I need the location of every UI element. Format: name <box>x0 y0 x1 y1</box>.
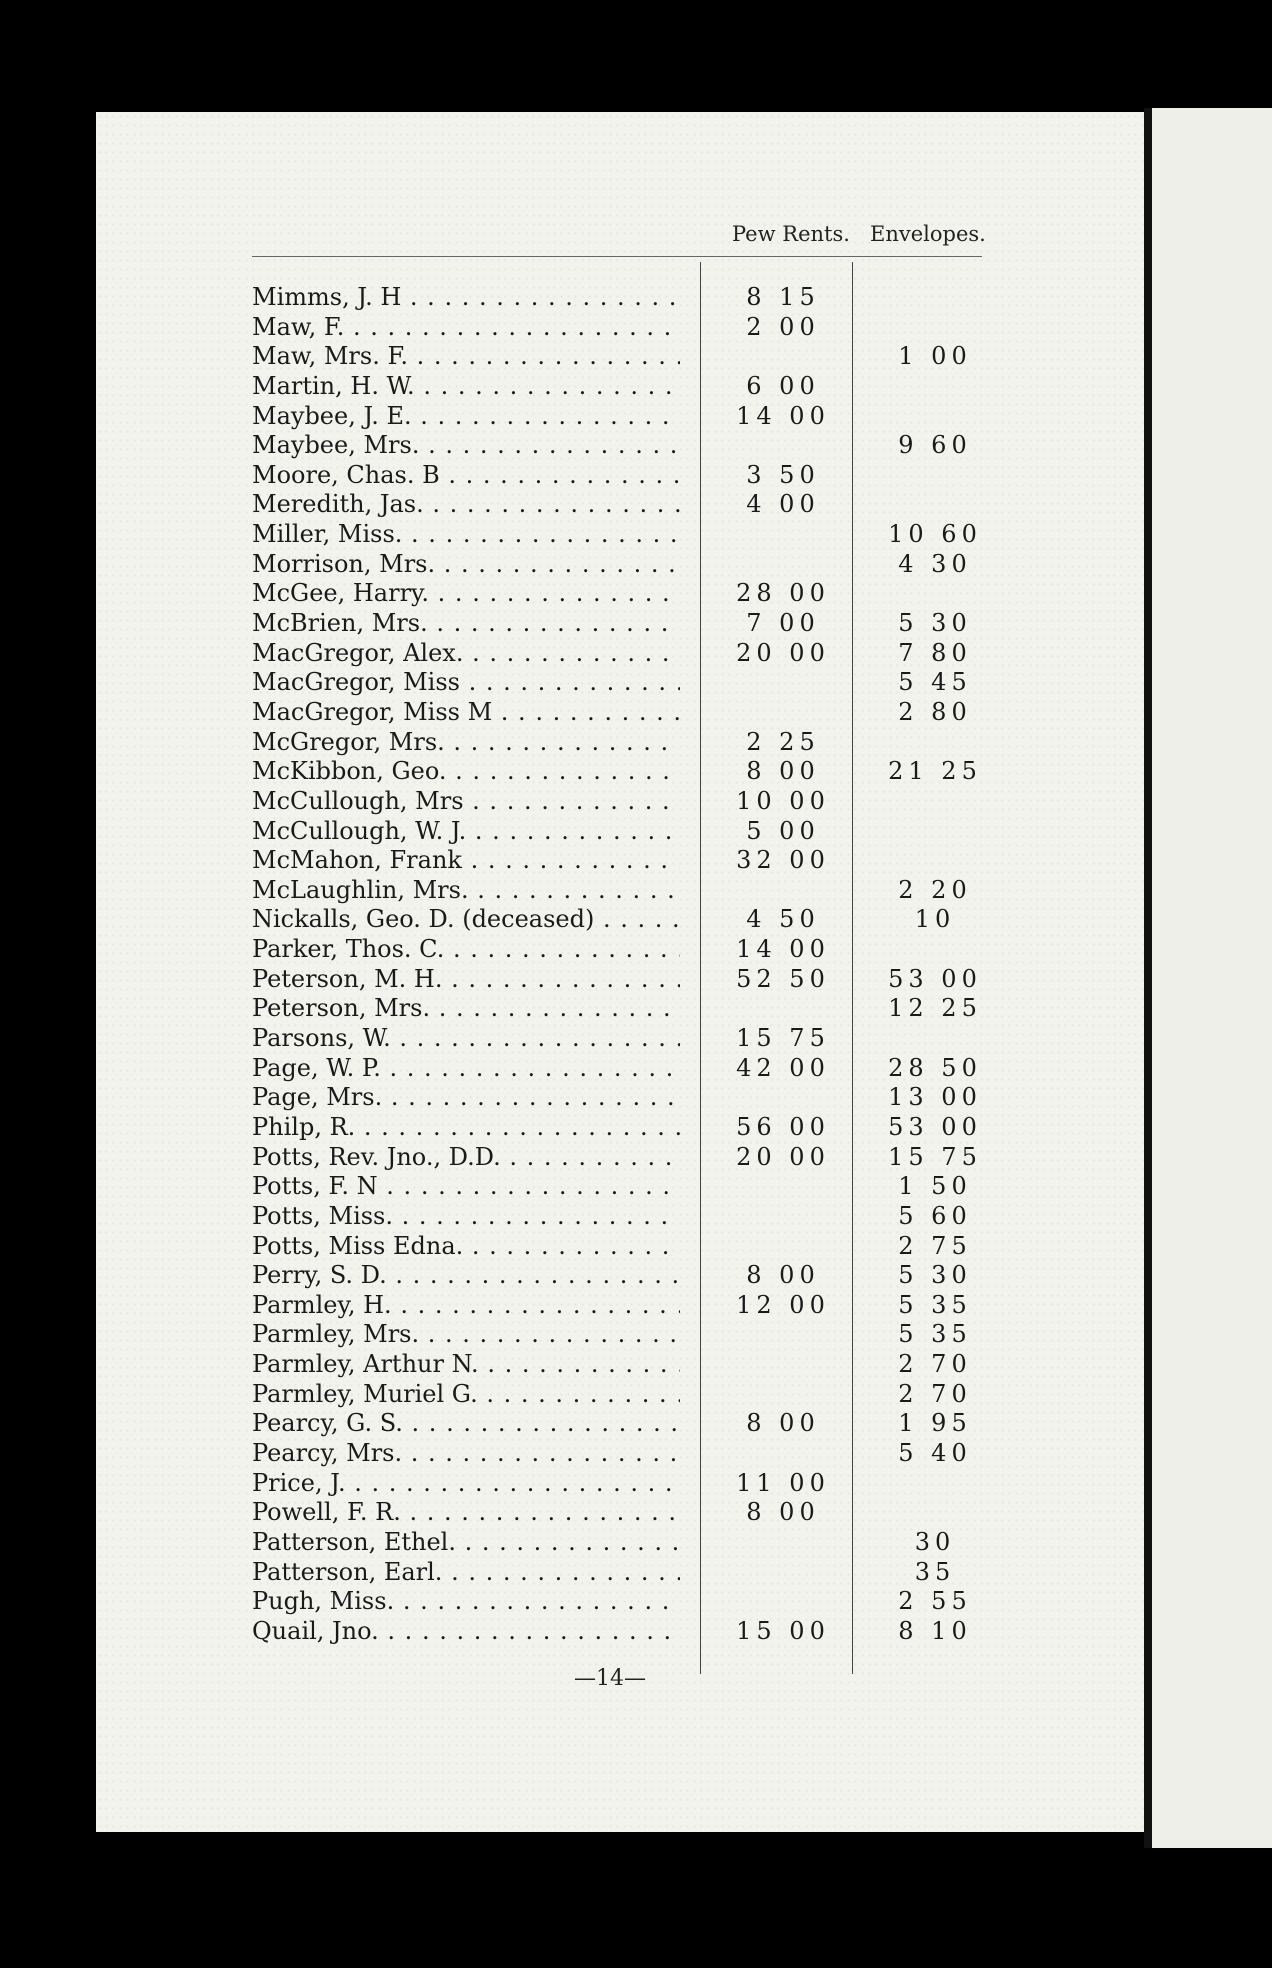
subscriber-list <box>0 283 1272 1646</box>
table-row <box>0 1469 1272 1499</box>
envelope-amount: 5 30 <box>898 1261 972 1290</box>
subscriber-name: McGregor, Mrs. . . . <box>252 728 680 758</box>
table-row <box>0 668 1272 698</box>
subscriber-name: MacGregor, Miss . . . <box>252 668 680 698</box>
subscriber-name: Patterson, Earl. . . . <box>252 1558 680 1588</box>
envelope-amount: 9 60 <box>898 431 972 460</box>
envelope-amount: 4 30 <box>898 549 972 578</box>
table-row <box>0 431 1272 461</box>
subscriber-name: McCullough, Mrs . . . <box>252 787 680 817</box>
pew-rent-amount: 42 00 <box>736 1053 830 1082</box>
table-row <box>0 1409 1272 1439</box>
column-headers <box>0 222 1272 252</box>
envelope-amount: 7 80 <box>898 638 972 667</box>
table-row <box>0 1143 1272 1173</box>
subscriber-name: Parker, Thos. C. . . . <box>252 935 680 965</box>
subscriber-name: MacGregor, Alex. . . . <box>252 639 680 669</box>
envelope-amount: 12 25 <box>888 994 982 1023</box>
pew-rent-amount: 4 50 <box>746 905 820 934</box>
pew-rent-amount: 20 00 <box>736 1142 830 1171</box>
table-row <box>0 490 1272 520</box>
envelope-amount: 2 55 <box>898 1587 972 1616</box>
envelopes-header: Envelopes. <box>870 222 986 246</box>
pew-rent-amount: 14 00 <box>736 935 830 964</box>
pew-rent-amount: 15 75 <box>736 1024 830 1053</box>
subscriber-name: Potts, F. N . . . <box>252 1172 680 1202</box>
table-row <box>0 639 1272 669</box>
subscriber-name: McMahon, Frank . . . <box>252 846 680 876</box>
envelope-amount: 21 25 <box>888 757 982 786</box>
envelope-amount: 5 45 <box>898 668 972 697</box>
pew-rent-amount: 7 00 <box>746 609 820 638</box>
table-row <box>0 876 1272 906</box>
pew-rent-amount: 10 00 <box>736 786 830 815</box>
table-row <box>0 1291 1272 1321</box>
table-row <box>0 728 1272 758</box>
subscriber-name: McGee, Harry. . . . <box>252 579 680 609</box>
envelope-amount: 15 75 <box>888 1142 982 1171</box>
envelope-amount: 28 50 <box>888 1053 982 1082</box>
subscriber-name: Maw, F. . . . <box>252 313 680 343</box>
subscriber-name: Miller, Miss. . . . <box>252 520 680 550</box>
table-row <box>0 550 1272 580</box>
subscriber-name: Powell, F. R. . . . <box>252 1498 680 1528</box>
table-row <box>0 342 1272 372</box>
envelope-amount: 2 20 <box>898 875 972 904</box>
pew-rent-amount: 20 00 <box>736 638 830 667</box>
subscriber-name: Philp, R. . . . <box>252 1113 680 1143</box>
table-row <box>0 1498 1272 1528</box>
subscriber-name: Nickalls, Geo. D. (deceased) . . . <box>252 905 680 935</box>
subscriber-name: Martin, H. W. . . . <box>252 372 680 402</box>
envelope-amount: 10 60 <box>888 520 982 549</box>
pew-rents-header: Pew Rents. <box>732 222 850 246</box>
table-row <box>0 1083 1272 1113</box>
subscriber-name: Mimms, J. H . . . <box>252 283 680 313</box>
subscriber-name: Potts, Rev. Jno., D.D. . . . <box>252 1143 680 1173</box>
pew-rent-amount: 28 00 <box>736 579 830 608</box>
table-row <box>0 846 1272 876</box>
subscriber-name: McLaughlin, Mrs. . . . <box>252 876 680 906</box>
pew-rent-amount: 8 00 <box>746 1409 820 1438</box>
subscriber-name: Meredith, Jas. . . . <box>252 490 680 520</box>
subscriber-name: Parmley, H. . . . <box>252 1291 680 1321</box>
header-rule <box>252 256 982 257</box>
envelope-amount: 53 00 <box>888 964 982 993</box>
envelope-amount: 2 70 <box>898 1350 972 1379</box>
subscriber-name: Peterson, Mrs. . . . <box>252 994 680 1024</box>
subscriber-name: Perry, S. D. . . . <box>252 1261 680 1291</box>
table-row <box>0 1380 1272 1410</box>
envelope-amount: 10 <box>914 905 956 934</box>
pew-rent-amount: 2 25 <box>746 727 820 756</box>
table-row <box>0 1172 1272 1202</box>
envelope-amount: 13 00 <box>888 1083 982 1112</box>
subscriber-name: Maybee, J. E. . . . <box>252 402 680 432</box>
table-row <box>0 461 1272 491</box>
table-row <box>0 965 1272 995</box>
pew-rent-amount: 2 00 <box>746 312 820 341</box>
subscriber-name: Peterson, M. H. . . . <box>252 965 680 995</box>
table-row <box>0 1261 1272 1291</box>
subscriber-name: Pearcy, Mrs. . . . <box>252 1439 680 1469</box>
pew-rent-amount: 52 50 <box>736 964 830 993</box>
table-row <box>0 1617 1272 1647</box>
table-row <box>0 313 1272 343</box>
table-row <box>0 787 1272 817</box>
pew-rent-amount: 5 00 <box>746 816 820 845</box>
pew-rent-amount: 11 00 <box>736 1468 830 1497</box>
envelope-amount: 1 50 <box>898 1172 972 1201</box>
pew-rent-amount: 3 50 <box>746 460 820 489</box>
envelope-amount: 2 80 <box>898 697 972 726</box>
envelope-amount: 2 70 <box>898 1379 972 1408</box>
subscriber-name: Moore, Chas. B . . . <box>252 461 680 491</box>
subscriber-name: Morrison, Mrs. . . . <box>252 550 680 580</box>
pew-rent-amount: 8 00 <box>746 1498 820 1527</box>
table-row <box>0 1232 1272 1262</box>
table-row <box>0 1558 1272 1588</box>
table-row <box>0 994 1272 1024</box>
pew-rent-amount: 8 15 <box>746 283 820 311</box>
envelope-amount: 5 60 <box>898 1201 972 1230</box>
pew-rent-amount: 56 00 <box>736 1112 830 1141</box>
table-row <box>0 1202 1272 1232</box>
pew-rent-amount: 8 00 <box>746 757 820 786</box>
subscriber-name: Pearcy, G. S. . . . <box>252 1409 680 1439</box>
subscriber-name: Maw, Mrs. F. . . . <box>252 342 680 372</box>
subscriber-name: McKibbon, Geo. . . . <box>252 757 680 787</box>
envelope-amount: 35 <box>914 1557 956 1586</box>
pew-rent-amount: 14 00 <box>736 401 830 430</box>
table-row <box>0 1113 1272 1143</box>
subscriber-name: Page, W. P. . . . <box>252 1054 680 1084</box>
subscriber-name: Quail, Jno. . . . <box>252 1617 680 1647</box>
table-row <box>0 698 1272 728</box>
pew-rent-amount: 4 00 <box>746 490 820 519</box>
subscriber-name: Parmley, Mrs. . . . <box>252 1320 680 1350</box>
envelope-amount: 1 95 <box>898 1409 972 1438</box>
subscriber-name: Patterson, Ethel. . . . <box>252 1528 680 1558</box>
pew-rent-amount: 15 00 <box>736 1616 830 1645</box>
subscriber-name: Potts, Miss Edna. . . . <box>252 1232 680 1262</box>
pew-rent-amount: 8 00 <box>746 1261 820 1290</box>
subscriber-name: Pugh, Miss. . . . <box>252 1587 680 1617</box>
table-row <box>0 609 1272 639</box>
table-row <box>0 1024 1272 1054</box>
table-row <box>0 1320 1272 1350</box>
subscriber-name: Parmley, Muriel G. . . . <box>252 1380 680 1410</box>
table-row <box>0 579 1272 609</box>
envelope-amount: 5 35 <box>898 1320 972 1349</box>
table-row <box>0 520 1272 550</box>
page-number: —14— <box>574 1666 646 1691</box>
envelope-amount: 53 00 <box>888 1112 982 1141</box>
envelope-amount: 5 40 <box>898 1438 972 1467</box>
subscriber-name: Price, J. . . . <box>252 1469 680 1499</box>
subscriber-name: MacGregor, Miss M . . . <box>252 698 680 728</box>
table-row <box>0 372 1272 402</box>
table-row <box>0 283 1272 313</box>
envelope-amount: 2 75 <box>898 1231 972 1260</box>
subscriber-name: Parmley, Arthur N. . . . <box>252 1350 680 1380</box>
envelope-amount: 30 <box>914 1527 956 1556</box>
table-row <box>0 905 1272 935</box>
table-row <box>0 817 1272 847</box>
pew-rent-amount: 32 00 <box>736 846 830 875</box>
envelope-amount: 5 30 <box>898 609 972 638</box>
subscriber-name: McBrien, Mrs. . . . <box>252 609 680 639</box>
envelope-amount: 8 10 <box>898 1616 972 1645</box>
table-row <box>0 1350 1272 1380</box>
subscriber-name: Maybee, Mrs. . . . <box>252 431 680 461</box>
table-row <box>0 402 1272 432</box>
subscriber-name: McCullough, W. J. . . . <box>252 817 680 847</box>
envelope-amount: 5 35 <box>898 1290 972 1319</box>
subscriber-name: Potts, Miss. . . . <box>252 1202 680 1232</box>
subscriber-name: Parsons, W. . . . <box>252 1024 680 1054</box>
envelope-amount: 1 00 <box>898 342 972 371</box>
pew-rent-amount: 12 00 <box>736 1290 830 1319</box>
table-row <box>0 1439 1272 1469</box>
table-row <box>0 1054 1272 1084</box>
table-row <box>0 935 1272 965</box>
table-row <box>0 1587 1272 1617</box>
subscriber-name: Page, Mrs. . . . <box>252 1083 680 1113</box>
table-row <box>0 757 1272 787</box>
table-row <box>0 1528 1272 1558</box>
pew-rent-amount: 6 00 <box>746 371 820 400</box>
